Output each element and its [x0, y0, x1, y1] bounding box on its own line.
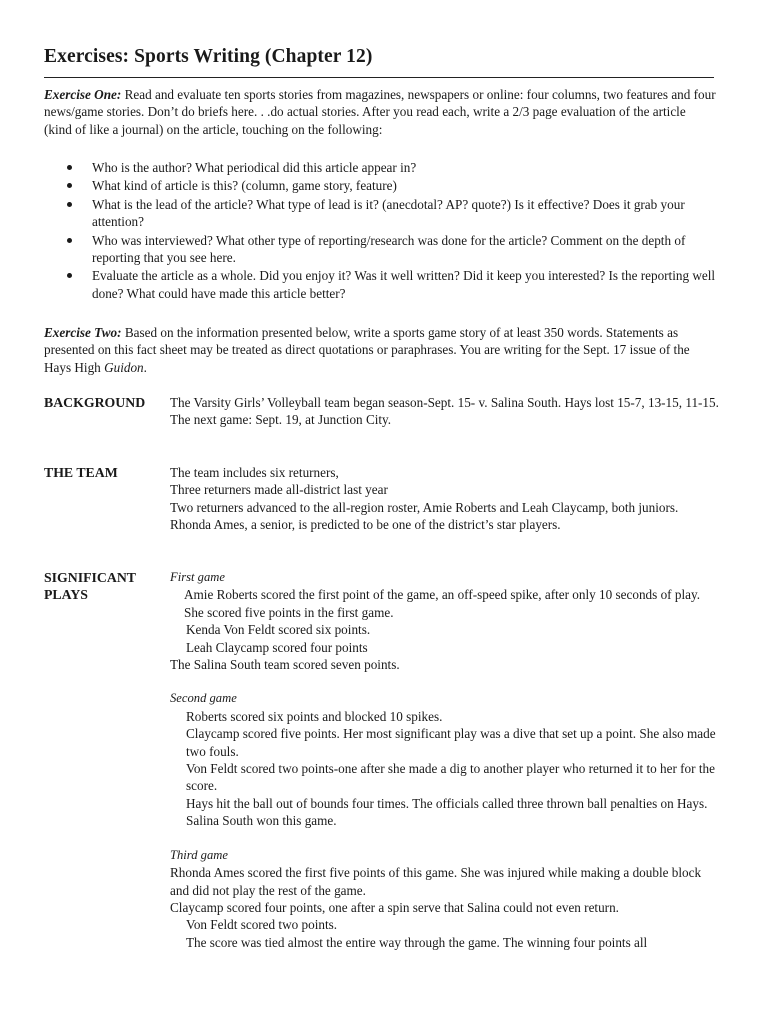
list-item: What is the lead of the article? What type of lead is it? (anecdotal? AP? quote?) Is it effective? Does it grab your attention? — [66, 196, 716, 231]
exercise-two-label: Exercise Two: — [44, 325, 122, 340]
plays-label — [44, 569, 169, 604]
spacer — [170, 673, 720, 690]
background-label: BACKGROUND — [44, 395, 146, 410]
page-title: Exercises: Sports Writing (Chapter 12) — [44, 46, 373, 67]
play-line: Leah Claycamp scored four points — [186, 639, 368, 655]
third-game-heading: Third game — [170, 847, 228, 862]
play-line: The Salina South team scored seven points. — [170, 657, 400, 673]
exercise-two-end: . — [143, 359, 147, 375]
plays-content — [170, 569, 720, 951]
play-line: Rhonda Ames scored the first five points of this game. She was injured while making a double block and did not play the rest of the game. — [170, 865, 702, 898]
publication-name: Guidon — [104, 359, 144, 375]
list-item: Who was interviewed? What other type of reporting/research was done for the article? Comment on the depth of reporting that you see here. — [66, 232, 716, 267]
list-item: Who is the author? What periodical did this article appear in? — [66, 159, 716, 176]
list-item: Evaluate the article as a whole. Did you enjoy it? Was it well written? Did it keep you interested? Is the reporting well done? What could have made this article better? — [66, 267, 716, 302]
play-line: Claycamp scored four points, one after a spin serve that Salina could not even return. — [170, 899, 619, 915]
team-line: Three returners made all-district last year — [170, 482, 388, 498]
exercise-two-text: Based on the information presented below, write a sports game story of at least 350 words. Statements as presented on this fact sheet may be treated as direct quotations or paraphrases. You are writing for the Sept. 17 issue of the Hays High — [44, 325, 690, 375]
background-content — [170, 394, 720, 429]
exercise-two-paragraph — [44, 324, 716, 376]
exercise-one-paragraph — [44, 86, 716, 138]
title-divider — [44, 77, 714, 78]
team-line: The team includes six returners, — [170, 465, 339, 480]
evaluation-questions-list — [66, 159, 716, 303]
team-content — [170, 464, 720, 534]
play-line: Claycamp scored five points. Her most significant play was a dive that set up a point. She also made two fouls. — [186, 726, 716, 759]
play-line: Von Feldt scored two points. — [186, 917, 338, 933]
play-line: The score was tied almost the entire way through the game. The winning four points all — [186, 934, 648, 950]
spacer — [170, 830, 720, 847]
first-game-heading: First game — [170, 570, 225, 584]
play-line: Roberts scored six points and blocked 10 spikes. — [186, 708, 443, 724]
play-line: Amie Roberts scored the first point of the game, an off-speed spike, after only 10 seconds of play. She scored five points in the first game. — [184, 587, 701, 620]
play-line: Hays hit the ball out of bounds four times. The officials called three thrown ball penalties on Hays. — [186, 795, 708, 811]
plays-label-line: PLAYS — [44, 587, 88, 603]
team-line: Rhonda Ames, a senior, is predicted to be one of the district’s star players. — [170, 517, 561, 533]
exercise-one-text: Read and evaluate ten sports stories from magazines, newspapers or online: four columns, two features and four news/game stories. Don’t do briefs here. . .do actual stories. After you read each, write a 2/3 page evaluation of the article (kind of like a journal) on the article, touching on the following: — [44, 87, 716, 137]
team-label: THE TEAM — [44, 465, 118, 480]
play-line: Von Feldt scored two points-one after she made a dig to another player who returned it to her for the score. — [186, 761, 715, 794]
background-line: The next game: Sept. 19, at Junction City. — [170, 412, 392, 428]
exercise-one-label: Exercise One: — [44, 87, 122, 102]
background-line: The Varsity Girls’ Volleyball team began season-Sept. 15- v. Salina South. Hays lost 15-7, 13-15, 11-15. — [170, 395, 719, 410]
plays-label-line: SIGNIFICANT — [44, 570, 136, 585]
play-line: Kenda Von Feldt scored six points. — [186, 622, 371, 638]
play-line: Salina South won this game. — [186, 813, 337, 829]
list-item: What kind of article is this? (column, game story, feature) — [66, 177, 716, 194]
second-game-heading: Second game — [170, 691, 237, 706]
team-line: Two returners advanced to the all-region roster, Amie Roberts and Leah Claycamp, both juniors. — [170, 499, 679, 515]
